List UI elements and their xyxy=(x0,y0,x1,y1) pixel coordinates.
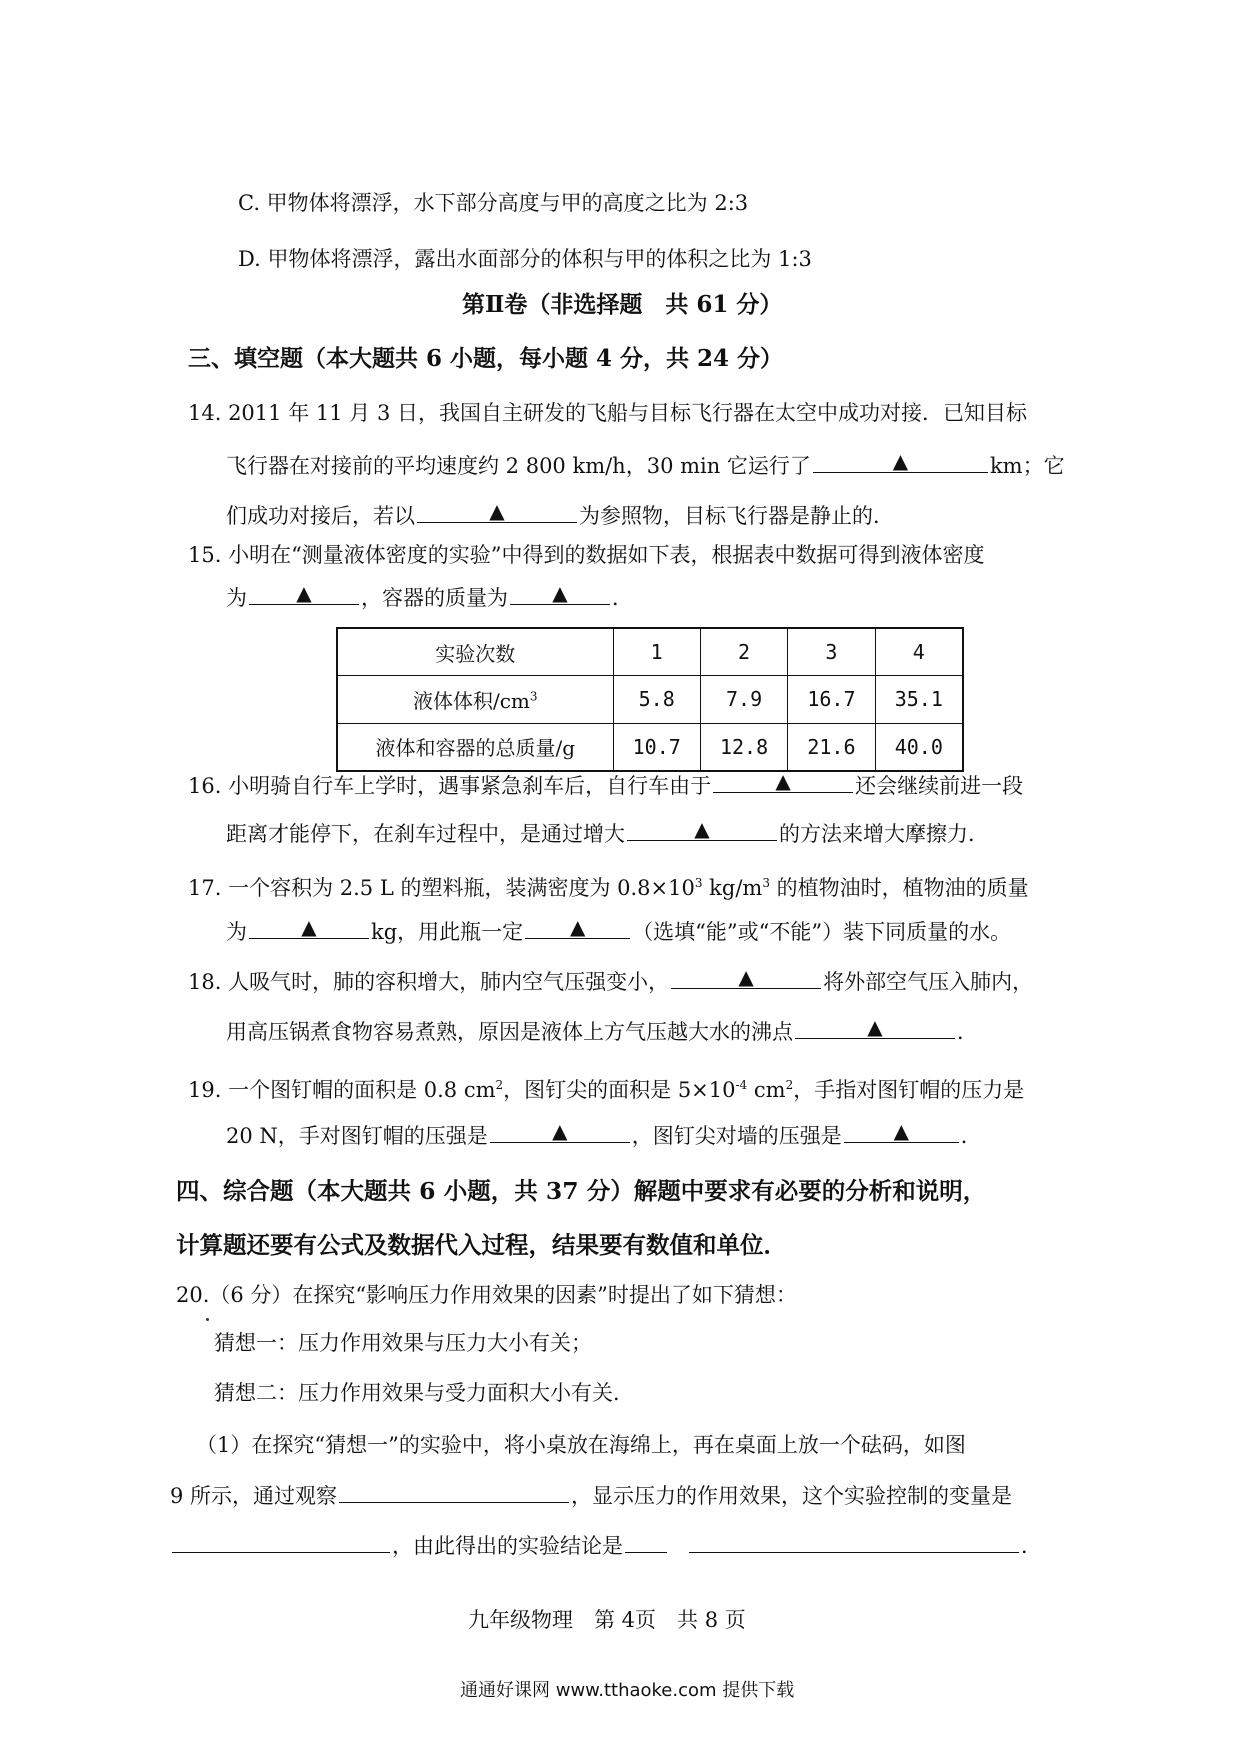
table-header-volume xyxy=(337,676,613,723)
q18-line1 xyxy=(188,966,1033,997)
q19-text-f: ，图钉尖对墙的压强是 xyxy=(631,1124,842,1148)
q17-sup-2: 3 xyxy=(762,876,770,890)
q14-line2 xyxy=(226,450,1065,481)
q20-text-d: ． xyxy=(1021,1534,1042,1558)
table-row xyxy=(337,628,963,676)
q14-text-d: 为参照物，目标飞行器是静止的． xyxy=(579,504,894,528)
volume-label: 液体体积/cm xyxy=(412,688,530,713)
option-c: C. 甲物体将漂浮，水下部分高度与甲的高度之比为 2:3 xyxy=(238,191,749,215)
q19-sup-1: 2 xyxy=(495,1078,504,1092)
q17-text-a: 17. 一个容积为 2.5 L 的塑料瓶，装满密度为 0.8×10 xyxy=(188,876,695,900)
q15-text-b: ，容器的质量为 xyxy=(361,586,508,610)
q18-text-d: ． xyxy=(957,1020,978,1044)
table-cell: 5.8 xyxy=(613,676,700,723)
q14-blank-1[interactable] xyxy=(813,450,988,473)
q16-blank-2[interactable] xyxy=(627,818,777,841)
q19-text-c: cm xyxy=(747,1078,786,1102)
q20-blank-conclusion-a[interactable] xyxy=(625,1530,667,1553)
triangle-icon: ▲ xyxy=(552,581,568,605)
q14-line3 xyxy=(226,500,894,531)
q20-text-a: 9 所示，通过观察 xyxy=(170,1484,338,1508)
triangle-icon: ▲ xyxy=(296,581,312,605)
q20-text-b: ，显示压力的作用效果，这个实验控制的变量是 xyxy=(571,1484,1013,1508)
q20-part1-line3 xyxy=(170,1530,1042,1561)
table-cell: 7.9 xyxy=(700,676,787,723)
q14-text-a: 飞行器在对接前的平均速度约 2 800 km/h，30 min 它运行了 xyxy=(226,454,811,478)
triangle-icon: ▲ xyxy=(301,915,317,939)
table-cell: 2 xyxy=(700,628,787,676)
q19-text-g: ． xyxy=(960,1124,982,1148)
q15-line2 xyxy=(226,582,633,613)
table-cell: 4 xyxy=(875,628,963,676)
download-credit: 通通好课网 www.tthaoke.com 提供下载 xyxy=(460,1680,795,1701)
q19-text-e: 20 N，手对图钉帽的压强是 xyxy=(226,1124,488,1148)
table-cell: 10.7 xyxy=(613,723,700,771)
section-iii-title: 三、填空题（本大题共 6 小题，每小题 4 分，共 24 分） xyxy=(188,345,784,372)
section-iv-line1: 四、综合题（本大题共 6 小题，共 37 分）解题中要求有必要的分析和说明， xyxy=(176,1177,987,1205)
q19-sup-2: -4 xyxy=(735,1078,748,1092)
q19-line1 xyxy=(188,1070,1024,1105)
q14-line1: 14. 2011 年 11 月 3 日，我国自主研发的飞船与目标飞行器在太空中成功对接．已知目标 xyxy=(188,401,1027,425)
q16-line2 xyxy=(226,818,989,849)
q20-blank-variable[interactable] xyxy=(172,1530,390,1553)
q17-line1 xyxy=(188,868,1029,903)
q18-blank-1[interactable] xyxy=(671,966,821,989)
table-row xyxy=(337,676,963,723)
q17-line2 xyxy=(226,916,1011,947)
q18-text-c: 用高压锅煮食物容易煮熟，原因是液体上方气压越大水的沸点 xyxy=(226,1020,793,1044)
q16-text-c: 距离才能停下，在刹车过程中，是通过增大 xyxy=(226,822,625,846)
q19-text-a: 19. 一个图钉帽的面积是 0.8 cm xyxy=(188,1078,496,1102)
q17-text-d: 为 xyxy=(226,920,247,944)
table-header-trials: 实验次数 xyxy=(337,628,613,676)
q20-part1-line1: （1）在探究“猜想一”的实验中，将小桌放在海绵上，再在桌面上放一个砝码，如图 xyxy=(196,1433,966,1457)
triangle-icon: ▲ xyxy=(892,449,909,473)
table-cell: 3 xyxy=(788,628,875,676)
q20-intro: 20.（6 分）在探究“影响压力作用效果的因素”时提出了如下猜想： xyxy=(176,1283,797,1307)
q17-text-f: （选填“能”或“不能”）装下同质量的水。 xyxy=(632,920,1012,944)
table-row xyxy=(337,723,963,771)
q15-text-a: 为 xyxy=(226,586,247,610)
section-ii-title: 第Ⅱ卷（非选择题 共 61 分） xyxy=(462,291,783,318)
q15-text-c: ． xyxy=(612,586,633,610)
q20-text-c: ，由此得出的实验结论是 xyxy=(392,1534,623,1558)
section-iv-line2: 计算题还要有公式及数据代入过程，结果要有数值和单位． xyxy=(176,1231,787,1259)
table-cell: 12.8 xyxy=(700,723,787,771)
table-header-mass: 液体和容器的总质量/g xyxy=(337,723,613,771)
q17-text-b: kg/m xyxy=(702,876,763,900)
q15-blank-1[interactable] xyxy=(249,582,359,605)
q17-text-e: kg，用此瓶一定 xyxy=(371,920,524,944)
volume-label-sup: 3 xyxy=(529,689,538,704)
table-cell: 16.7 xyxy=(788,676,875,723)
q19-blank-1[interactable] xyxy=(490,1120,630,1143)
table-cell: 35.1 xyxy=(875,676,963,723)
q17-blank-1[interactable] xyxy=(249,916,369,939)
triangle-icon: ▲ xyxy=(489,499,505,523)
triangle-icon: ▲ xyxy=(775,769,791,793)
q18-text-b: 将外部空气压入肺内， xyxy=(823,970,1034,994)
triangle-icon: ▲ xyxy=(694,817,710,841)
q17-blank-2[interactable] xyxy=(525,916,630,939)
triangle-icon: ▲ xyxy=(738,965,754,989)
option-d: D. 甲物体将漂浮，露出水面部分的体积与甲的体积之比为 1:3 xyxy=(238,247,812,271)
triangle-icon: ▲ xyxy=(569,915,586,939)
q14-blank-2[interactable] xyxy=(417,500,577,523)
q16-text-b: 还会继续前进一段 xyxy=(855,774,1024,798)
q15-line1: 15. 小明在“测量液体密度的实验”中得到的数据如下表，根据表中数据可得到液体密度 xyxy=(188,543,985,567)
scan-dot xyxy=(206,1318,209,1321)
q19-sup-3: 2 xyxy=(785,1078,794,1092)
table-cell: 40.0 xyxy=(875,723,963,771)
q18-blank-2[interactable] xyxy=(795,1016,955,1039)
table-cell: 21.6 xyxy=(788,723,875,771)
q16-text-d: 的方法来增大摩擦力． xyxy=(779,822,989,846)
q20-part1-line2 xyxy=(170,1480,1012,1511)
q17-text-c: 的植物油时，植物油的质量 xyxy=(769,876,1029,900)
q19-text-d: ，手指对图钉帽的压力是 xyxy=(793,1078,1025,1102)
q20-guess2: 猜想二：压力作用效果与受力面积大小有关． xyxy=(214,1381,634,1405)
q18-text-a: 18. 人吸气时，肺的容积增大，肺内空气压强变小， xyxy=(188,970,670,994)
q16-line1 xyxy=(188,770,1023,801)
q14-text-c: 们成功对接后，若以 xyxy=(226,504,415,528)
q16-blank-1[interactable] xyxy=(713,770,853,793)
q19-text-b: ，图钉尖的面积是 5×10 xyxy=(503,1078,736,1102)
page-footer: 九年级物理 第 4页 共 8 页 xyxy=(468,1608,746,1632)
q14-text-b: km；它 xyxy=(989,454,1065,478)
q20-guess1: 猜想一：压力作用效果与压力大小有关； xyxy=(214,1331,592,1355)
data-table xyxy=(336,627,964,772)
q16-text-a: 16. 小明骑自行车上学时，遇事紧急刹车后，自行车由于 xyxy=(188,774,712,798)
triangle-icon: ▲ xyxy=(867,1015,883,1039)
triangle-icon: ▲ xyxy=(893,1119,909,1143)
q19-blank-2[interactable] xyxy=(844,1120,959,1143)
q19-line2 xyxy=(226,1120,982,1151)
q20-blank-conclusion-b[interactable] xyxy=(689,1530,1019,1553)
q20-blank-observe[interactable] xyxy=(339,1480,569,1503)
q17-sup-1: 3 xyxy=(694,876,703,890)
q18-line2 xyxy=(226,1016,978,1047)
triangle-icon: ▲ xyxy=(552,1119,568,1143)
table-cell: 1 xyxy=(613,628,700,676)
q15-blank-2[interactable] xyxy=(510,582,610,605)
